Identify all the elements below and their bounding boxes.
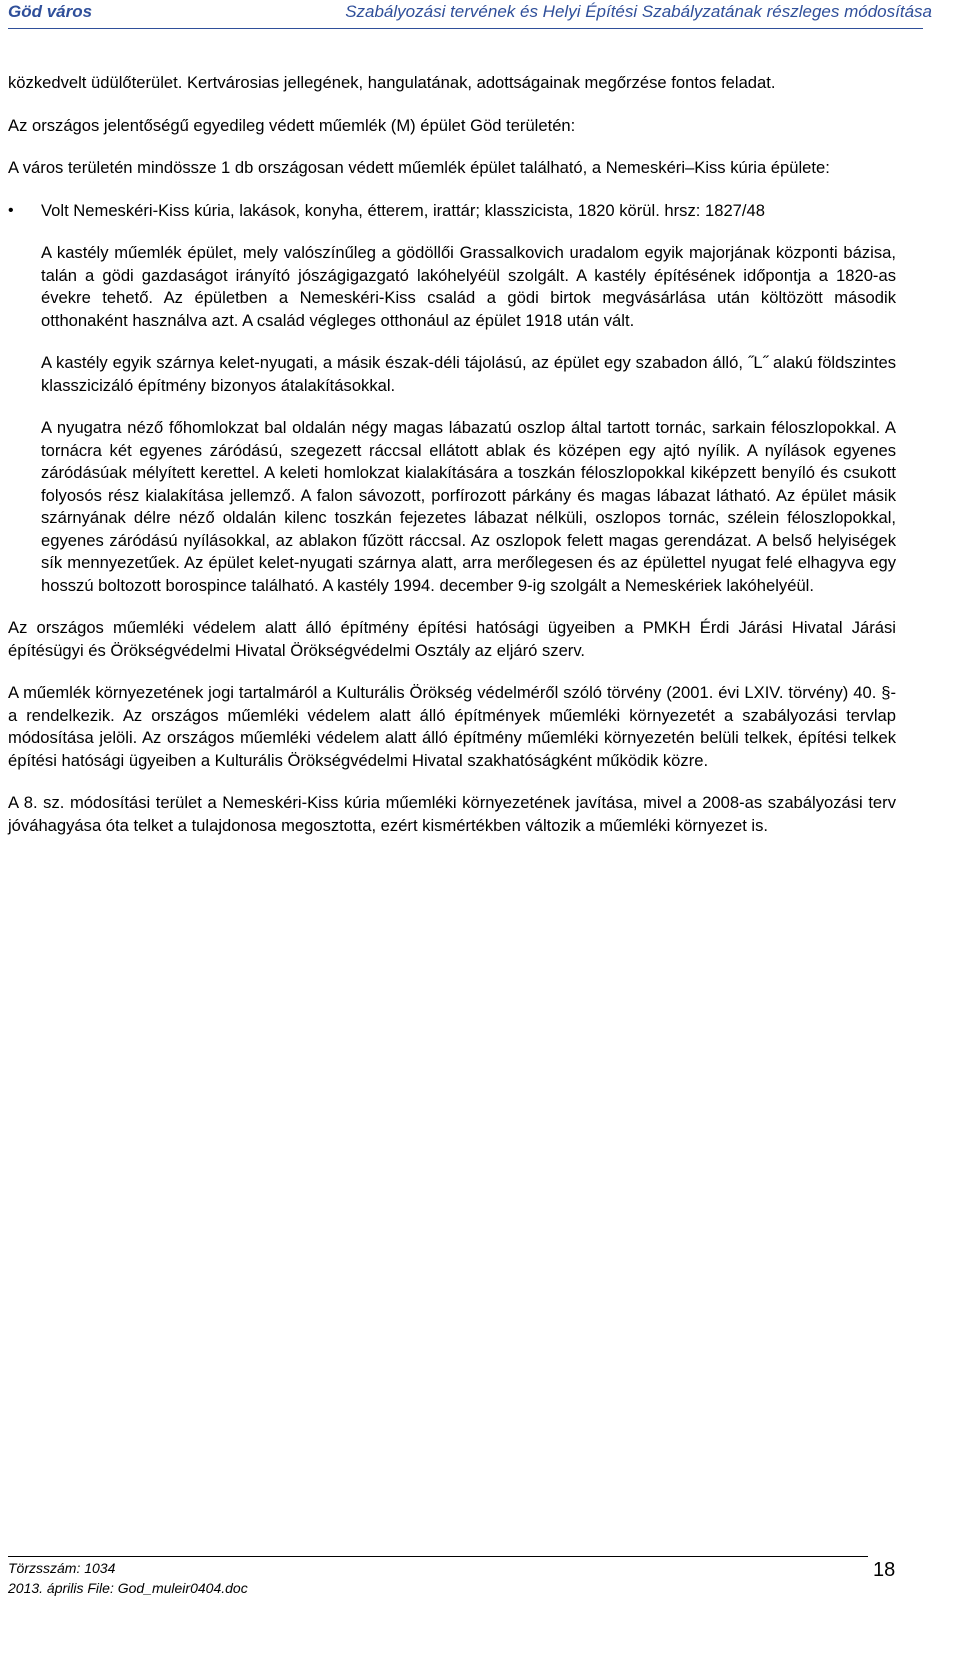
header-document-title: Szabályozási tervének és Helyi Építési Szabályzatának részleges módosítása xyxy=(345,2,932,21)
paragraph-castle-history: A kastély műemlék épület, mely valószínűleg a gödöllői Grassalkovich uradalom egyik majorjának központi bázisa, talán a gödi gazdaságot irányító jószágigazgató lakóhelyéül szolgált. A kastély építésének időpontja a 1820-as évekre tehető. Az épületben a Nemeskéri-Kiss család a gödi birtok megvásárlása után költözött második otthonaként használva azt. A család végleges otthonául az épület 1918 után vált. xyxy=(41,243,896,330)
paragraph-castle-layout: A kastély egyik szárnya kelet-nyugati, a másik észak-déli tájolású, az épület egy szabadon álló, ˝L˝ alakú földszintes klasszicizáló építmény bizonyos átalakításokkal. xyxy=(41,353,896,395)
paragraph-legal: A műemlék környezetének jogi tartalmáról a Kulturális Örökség védelméről szóló törvény (2001. évi LXIV. törvény) 40. §-a rendelkezik. Az országos műemléki védelem alatt álló építmények műemléki környezetét a szabályozási tervlap módosítása jelöli. Az országos műemléki védelem alatt álló építmény műemléki környezetén belüli telkek, építési telkek építési hatósági ügyeiben a Kulturális Örökségvédelmi Hivatal szakhatóságként működik közre. xyxy=(8,683,896,770)
header-town: Göd város xyxy=(8,2,93,21)
paragraph-intro: közkedvelt üdülőterület. Kertvárosias jellegének, hangulatának, adottságainak megőrzése fontos feladat. xyxy=(8,73,776,92)
paragraph-castle-facade: A nyugatra néző főhomlokzat bal oldalán négy magas lábazatú oszlop által tartott tornác, sarkain féloszlopokkal. A tornácra két egyenes záródású, szegezett ráccsal ellátott ablak és középen egy ajtó nyílik. A nyílások egyenes záródásúak mélyített kerettel. A keleti homlokzat kialakítására a toszkán féloszlopokkal kiképzett benyíló és csukott folyosós rész kialakítása jellemző. A falon sávozott, porfírozott párkány és magas lábazat látható. Az épület másik szárnyának délre néző oldalán kilenc toszkán fejezetes lábazat nélküli, oszlopos tornác, szélein féloszlopokkal, egyenes záródású nyílásokkal, az ablakon fűzött ráccsal. Az oszlopok felett magas gerendázat. A belső helyiségek sík mennyezetűek. Az épület kelet-nyugati szárnya alatt, arra merőlegesen és az épülettel nyugat felé elhagyva egy hosszú boltozott borospince található. A kastély 1994. december 9-ig szolgált a Nemeskériek lakóhelyéül. xyxy=(41,418,896,595)
bullet-icon: • xyxy=(8,201,14,219)
document-body xyxy=(8,72,896,857)
footer-divider xyxy=(8,1556,868,1557)
paragraph-monument-count: A város területén mindössze 1 db országosan védett műemlék épület található, a Nemeskéri–Kiss kúria épülete: xyxy=(8,158,830,177)
page-header xyxy=(0,0,960,24)
footer-registry-number: Törzsszám: 1034 xyxy=(8,1560,116,1576)
paragraph-monument-heading: Az országos jelentőségű egyedileg védett műemlék (M) épület Göd területén: xyxy=(8,115,576,135)
paragraph-authority: Az országos műemléki védelem alatt álló építmény építési hatósági ügyeiben a PMKH Érdi Járási Hivatal Járási építésügyi és Örökségvédelmi Hivatal Örökségvédelmi Osztály az eljáró szerv. xyxy=(8,618,896,660)
paragraph-modification: A 8. sz. módosítási terület a Nemeskéri-Kiss kúria műemléki környezetének javítása, mivel a 2008-as szabályozási terv jóváhagyása óta telket a tulajdonosa megosztotta, ezért kismértékben változik a műemléki környezet is. xyxy=(8,793,896,835)
list-item-text: Volt Nemeskéri-Kiss kúria, lakások, konyha, étterem, irattár; klasszicista, 1820 körül. hrsz: 1827/48 xyxy=(41,200,765,220)
footer-file-info: 2013. április File: God_muleir0404.doc xyxy=(8,1580,248,1596)
list-item xyxy=(8,200,896,223)
header-divider xyxy=(8,28,923,29)
page-number: 18 xyxy=(873,1559,896,1581)
